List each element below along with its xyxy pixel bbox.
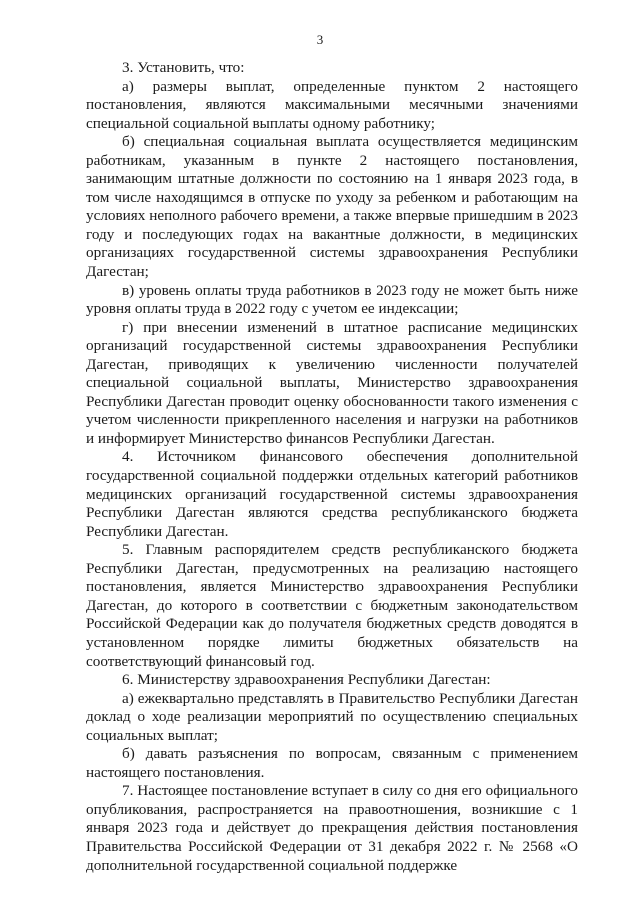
paragraph-item-5: 5. Главным распорядителем средств республиканского бюджета Республики Дагестан, предусмотренных на реализацию настоящего постановления, является Министерство здравоохранения Республики Дагестан, до которого в соответствии с бюджетным законодательством Российской Федерации как до получателя бюджетных средств доводятся в установленном порядке лимиты бюджетных обязательств на соответствующий финансовый год. — [86, 541, 578, 670]
paragraph-item-3g: г) при внесении изменений в штатное расписание медицинских организаций государственной системы здравоохранения Республики Дагестан, приводящих к увеличению численности получателей специальной социальной выплаты, Министерство здравоохранения Республики Дагестан проводит оценку обоснованности такого изменения с учетом численности прикрепленного населения и нагрузки на работников и информирует Министерство финансов Республики Дагестан. — [86, 318, 578, 447]
paragraph-item-3-intro: 3. Установить, что: — [122, 59, 245, 76]
paragraph-item-6-intro: 6. Министерству здравоохранения Республики Дагестан: — [122, 671, 491, 689]
document-body — [86, 59, 578, 875]
paragraph-item-7: 7. Настоящее постановление вступает в силу со дня его официального опубликования, распространяется на правоотношения, возникшие с 1 января 2023 года и действует до прекращения действия постановления Правительства Российской Федерации от 31 декабря 2022 г. № 2568 «О дополнительной государственной социальной поддержке — [86, 782, 578, 874]
paragraph-item-3a: а) размеры выплат, определенные пунктом 2 настоящего постановления, являются максимальными месячными значениями специальной социальной выплаты одному работнику; — [86, 77, 578, 132]
paragraph-item-6a: а) ежеквартально представлять в Правительство Республики Дагестан доклад о ходе реализации мероприятий по осуществлению специальных социальных выплат; — [86, 689, 578, 744]
paragraph-item-3b: б) специальная социальная выплата осуществляется медицинским работникам, указанным в пункте 2 настоящего постановления, занимающим штатные должности по состоянию на 1 января 2023 года, в том числе находящимся в отпуске по уходу за ребенком и работающим на условиях неполного рабочего времени, а также впервые пришедшим в 2023 году и последующих годах на вакантные должности, в медицинских организациях государственной системы здравоохранения Республики Дагестан; — [86, 133, 578, 281]
page-number: 3 — [316, 32, 324, 47]
paragraph-item-3v: в) уровень оплаты труда работников в 2023 году не может быть ниже уровня оплаты труда в 2022 году с учетом ее индексации; — [86, 281, 578, 318]
paragraph-item-6b: б) давать разъяснения по вопросам, связанным с применением настоящего постановления. — [86, 745, 578, 781]
paragraph-item-4: 4. Источником финансового обеспечения дополнительной государственной социальной поддержки отдельных категорий работников медицинских организаций государственной системы здравоохранения Республики Дагестан являются средства республиканского бюджета Республики Дагестан. — [86, 448, 578, 540]
